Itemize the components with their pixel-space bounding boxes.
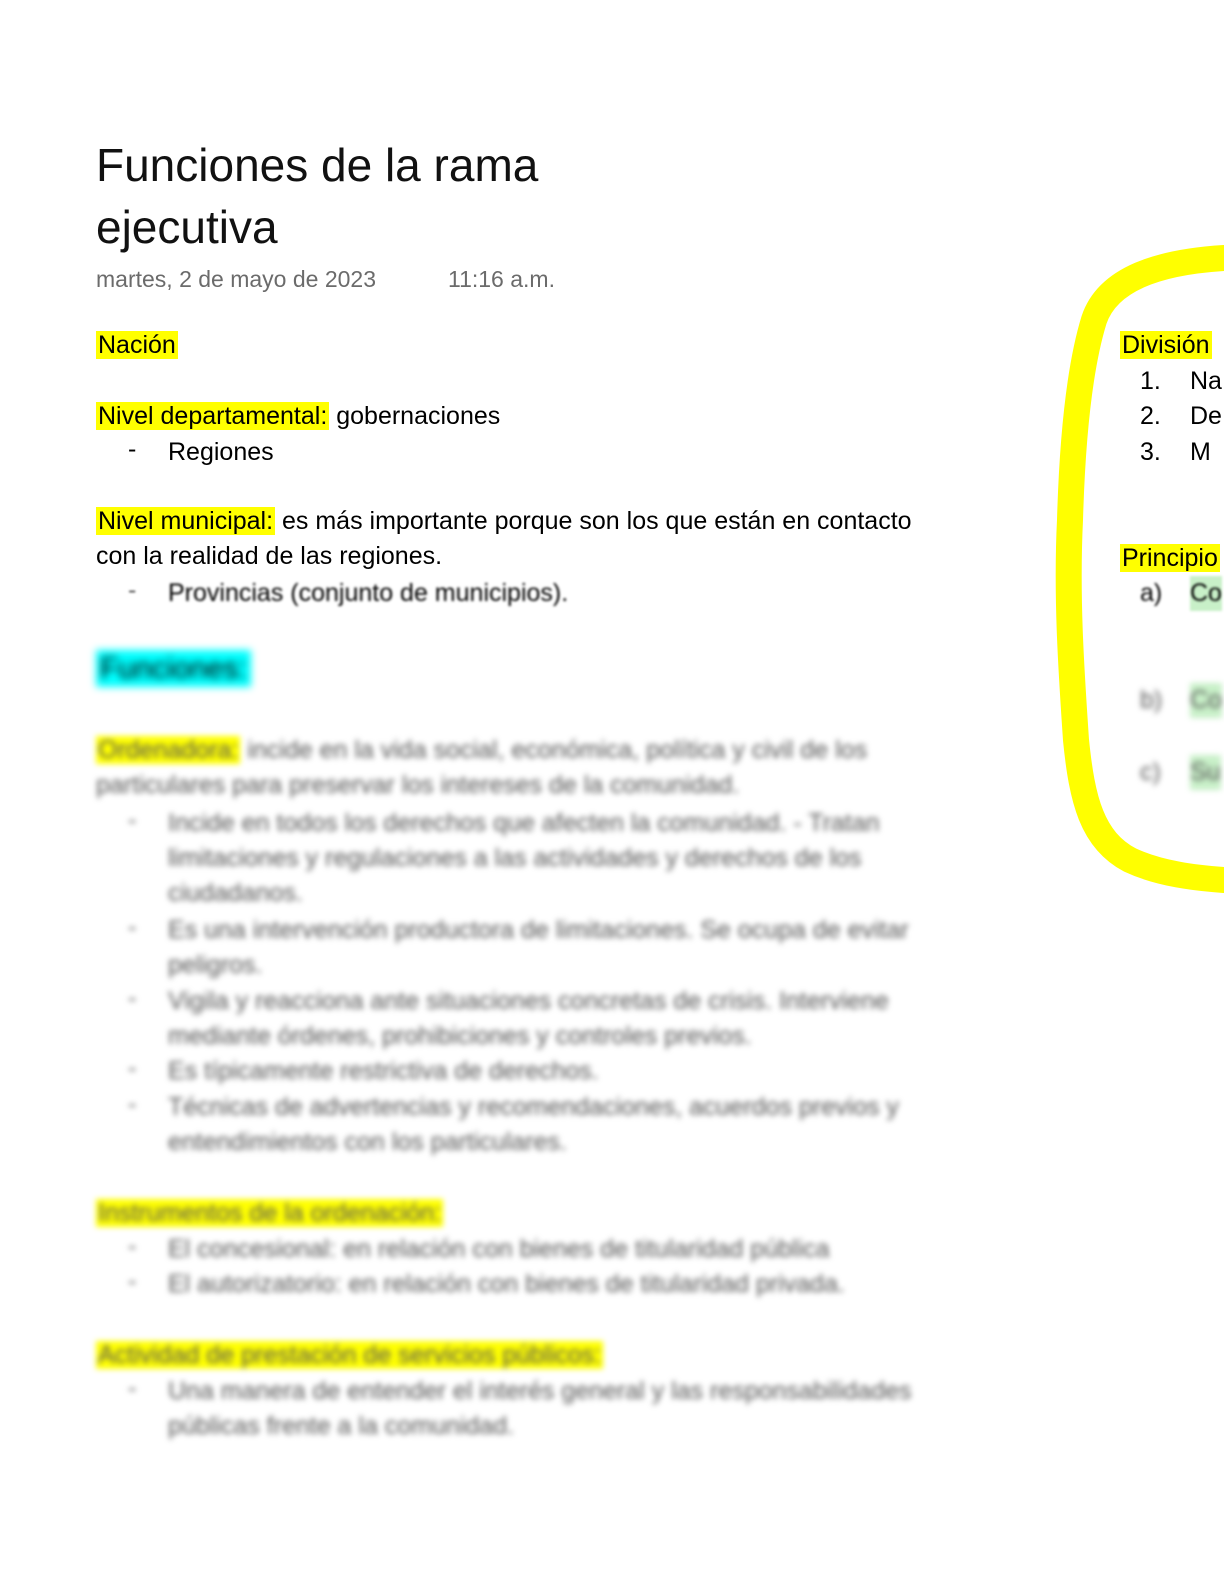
ordenadora-bullet-5: Técnicas de advertencias y recomendaciones, acuerdos previos y entendimientos con los particulares. — [168, 1093, 899, 1156]
principios-text-3: Su — [1190, 755, 1221, 790]
bullet-dash: - — [128, 984, 137, 1012]
division-label: División — [1122, 331, 1210, 359]
page-time: 11:16 a.m. — [448, 266, 555, 292]
bullet-dash: - — [128, 1232, 137, 1260]
principios-text-1: Co — [1190, 576, 1222, 611]
ordenadora-bullet-3: Vigila y reacciona ante situaciones concretas de crisis. Interviene mediante órdenes, prohibiciones y controles previos. — [168, 987, 889, 1050]
division-heading — [1120, 328, 1212, 363]
departamental-label: Nivel departamental: — [98, 402, 328, 430]
ordenadora-line-2: particulares para preservar los intereses de la comunidad. — [96, 771, 740, 799]
division-text-1: Na — [1190, 367, 1222, 395]
ordenadora-text-1: incide en la vida social, económica, política y civil de los — [240, 736, 868, 764]
page-date: martes, 2 de mayo de 2023 — [96, 266, 376, 292]
bullet-dash: - — [128, 1090, 137, 1118]
bullet-dash: - — [128, 1267, 137, 1295]
municipal-bullet: Provincias (conjunto de municipios). — [168, 579, 569, 607]
ordenadora-bullet-4: Es típicamente restrictiva de derechos. — [168, 1057, 599, 1085]
principios-num-3: c) — [1140, 758, 1161, 786]
principios-label: Principio — [1122, 544, 1218, 572]
bullet-dash: - — [128, 435, 137, 463]
principios-heading — [1120, 541, 1220, 576]
ordenadora-bullet-2: Es una intervención productora de limitaciones. Se ocupa de evitar peligros. — [168, 916, 909, 979]
instrumentos-bullet-1: El concesional: en relación con bienes de titularidad pública — [168, 1235, 830, 1263]
nacion-label: Nación — [98, 331, 176, 359]
bullet-dash: - — [128, 1054, 137, 1082]
division-num-3: 3. — [1140, 438, 1161, 466]
principios-num-1: a) — [1140, 579, 1163, 607]
page-title: Funciones de la rama ejecutiva — [96, 139, 539, 253]
division-num-1: 1. — [1140, 367, 1161, 395]
instrumentos-bullet-2: El autorizatorio: en relación con bienes de titularidad privada. — [168, 1270, 845, 1298]
division-text-3: M — [1190, 438, 1211, 466]
prestacion-bullet-1: Una manera de entender el interés general y las responsabilidades públicas frente a la comunidad. — [168, 1377, 912, 1440]
bullet-dash: - — [128, 576, 137, 604]
division-text-2: De — [1190, 402, 1222, 430]
prestacion-label: Actividad de prestación de servicios públicos: — [98, 1341, 602, 1369]
ordenadora-label: Ordenadora: — [98, 736, 239, 764]
division-num-2: 2. — [1140, 402, 1161, 430]
municipal-line-2: con la realidad de las regiones. — [96, 542, 443, 570]
ordenadora-bullet-1: Incide en todos los derechos que afecten la comunidad. - Tratan limitaciones y regulaciones a las actividades y derechos de los ciudadanos. — [168, 809, 880, 907]
bullet-dash: - — [128, 913, 137, 941]
instrumentos-label: Instrumentos de la ordenación: — [98, 1199, 442, 1227]
bullet-dash: - — [128, 806, 137, 834]
municipal-text-1: es más importante porque son los que están en contacto — [275, 507, 912, 535]
municipal-label: Nivel municipal: — [98, 507, 274, 535]
principios-text-2: Co — [1190, 683, 1222, 718]
departamental-bullet: Regiones — [168, 438, 274, 466]
principios-num-2: b) — [1140, 686, 1163, 714]
bullet-dash: - — [128, 1374, 137, 1402]
funciones-label: Funciones: — [96, 650, 251, 687]
departamental-text: gobernaciones — [329, 402, 501, 430]
